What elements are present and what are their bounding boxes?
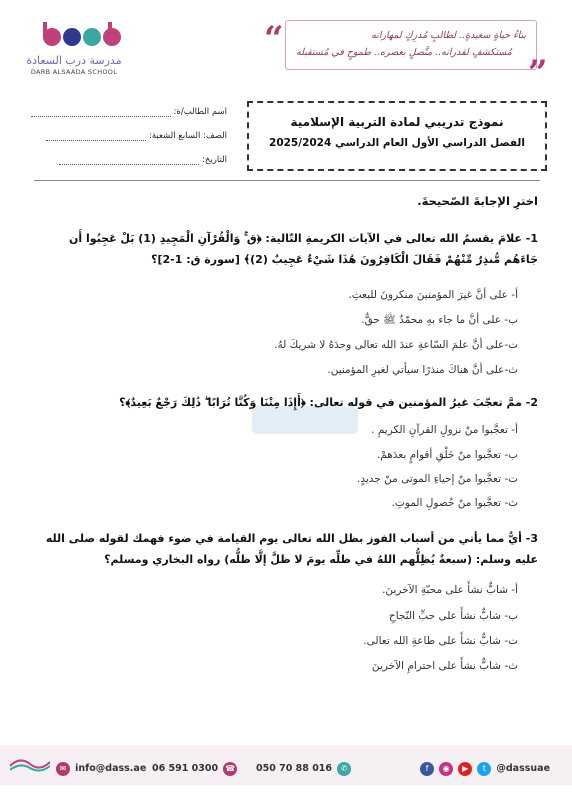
youtube-icon: ▶: [458, 762, 472, 776]
footer-social-text: @dassuae: [496, 763, 551, 774]
student-class-line: [46, 140, 146, 141]
twitter-icon: t: [477, 762, 491, 776]
student-name-label: اسم الطالب/ة:: [173, 107, 227, 117]
q2-option-c: ت- تعجَّبوا منْ إحياءِ الموتى منْ جديدٍ.: [357, 473, 518, 485]
q2-option-b: ب- تعجَّبوا منْ خَلْقِ أقوامٍ بعدَهمْ.: [376, 449, 518, 461]
footer-social[interactable]: [420, 758, 550, 777]
instruction: اخترِ الإجابةَ الصّحيحةَ.: [417, 194, 538, 208]
header-divider: [34, 180, 540, 181]
footer-phone[interactable]: [152, 758, 237, 777]
footer-mobile-text: 050 70 88 016: [256, 763, 333, 774]
student-name-field: [31, 107, 227, 117]
facebook-icon: f: [420, 762, 434, 776]
date-field: [59, 155, 227, 165]
q2-option-a: أ- تعجَّبوا منْ نزولِ القرآنِ الكريمِ .: [371, 424, 518, 436]
quote-open-icon: “: [264, 19, 284, 59]
quote-close-icon: ”: [528, 53, 548, 93]
motto-line-1: بناءُ حياةٍ سعيدةٍ.. لطالبٍ مُدرِكٍ لمهاراته: [371, 30, 526, 41]
question-1: 1- علامَ يقسمُ الله تعالى في الآيات الكريمةِ التّالية: ﴿ق ۚ وَالْقُرْآنِ الْمَجِيدِ (1) بَلْ عَجِبُوا أَن جَاءَهُم مُّنذِرٌ مِّنْهُمْ فَقَالَ الْكَافِرُونَ هَٰذَا شَيْءٌ عَجِيبٌ (2)﴾ [سورة ق: 1-2]؟: [69, 232, 538, 266]
q3-option-c: ت- شابٌّ نشأَ على طاعةِ الله تعالى.: [363, 635, 518, 647]
date-label: التاريخ:: [202, 155, 227, 165]
footer-wave-icon: [10, 756, 50, 772]
q2-option-d: ث- تعجَّبوا منْ حُصولِ الموتِ.: [391, 497, 518, 509]
school-name-ar: مدرسة درب السعادة: [26, 54, 122, 67]
logo-mark-icon: [42, 18, 122, 56]
q1-option-c: ت-على أنَّ علمَ السّاعةِ عندَ الله تعالى وحدَهُ لا شريكَ لهُ.: [274, 339, 518, 351]
watermark-icon: [250, 400, 360, 440]
q1-option-b: ب- على أنَّ ما جاء بهِ محمّدٌ ﷺ حقٌّ.: [361, 314, 518, 326]
school-name-en: DARB ALSAADA SCHOOL: [30, 68, 118, 76]
q1-option-a: أ- على أنَّ غيرَ المؤمنينَ منكرونَ للبعثِ.: [348, 289, 518, 301]
student-class-field: [46, 131, 227, 141]
student-class-label: الصف: السابع الشعبة:: [148, 131, 227, 141]
q1-option-d: ث-على أنَّ هناكَ منذرًا سيأتي لغيرِ المؤمنين.: [327, 364, 518, 376]
q3-option-b: ب- شابٌّ نشأَ على حبِّ النّجاحِ: [388, 610, 518, 622]
footer-email-text: info@dass.ae: [75, 763, 147, 774]
phone-icon: ☎: [223, 762, 237, 776]
date-line: [59, 164, 199, 165]
footer-mobile[interactable]: [256, 758, 351, 777]
q3-option-a: أ- شابٌّ نشأَ على محبّةِ الآخرينَ.: [382, 584, 518, 596]
page-title: نموذج تدريبي لمادة التربية الإسلامية: [290, 115, 504, 129]
whatsapp-icon: ✆: [337, 762, 351, 776]
question-3: 3- أيٌّ مما يأتي من أسباب الفوز بظل الله تعالى يوم القيامة في ضوء فهمك لقوله صلى الله عليه وسلم: (سبعةٌ يُظِلُّهم اللهُ في ظلِّه يومَ لا ظلَّ إلَّا ظلُّه) رواه البخاري ومسلم؟: [45, 532, 538, 566]
instagram-icon: ◉: [439, 762, 453, 776]
q3-option-d: ث- شابٌّ نشأَ على احترامِ الآخرينَ: [371, 660, 518, 672]
email-icon: ✉: [56, 762, 70, 776]
footer-phone-text: 06 591 0300: [152, 763, 219, 774]
motto-line-2: مُستكشفٍ لقدراته.. متَّصلٍ بعصره.. طموحٍ في مُستقبله: [296, 47, 512, 58]
school-logo: [14, 14, 132, 80]
school-motto: [285, 20, 537, 70]
footer-email[interactable]: [56, 758, 146, 777]
title-box: [247, 101, 547, 171]
page-subtitle: الفصل الدراسي الأول العام الدراسي 2025/2024: [269, 137, 525, 149]
question-2: 2- ممَّ تعجّبَ غيرُ المؤمنين في قوله تعالى: ﴿أَإِذَا مِتْنَا وَكُنَّا تُرَابًا ۖ ذَٰلِكَ رَجْعٌ بَعِيدٌ﴾؟: [119, 396, 538, 409]
student-name-line: [31, 116, 171, 117]
